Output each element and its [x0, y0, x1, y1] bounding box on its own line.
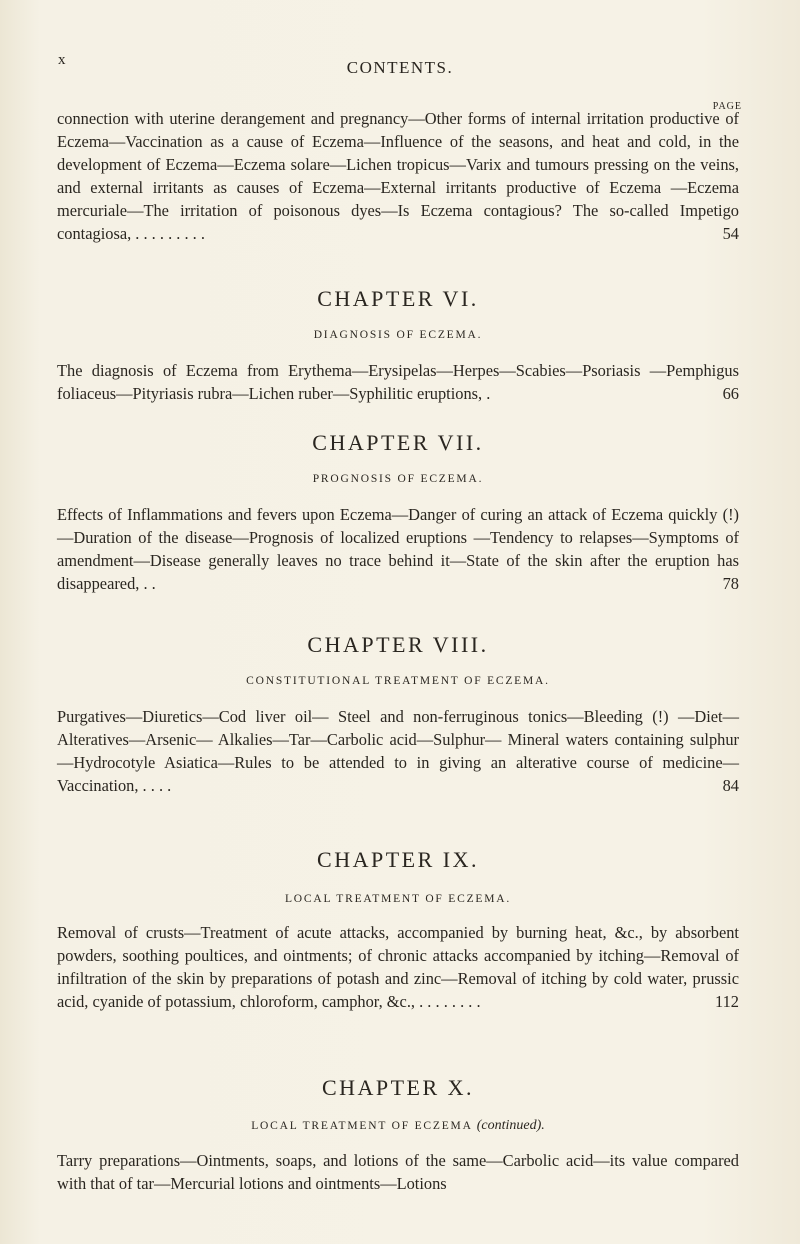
entry-page-number: 54 [722, 224, 739, 243]
chapter-subtitle [57, 1118, 739, 1134]
entry-description: connection with uterine derangement and pregnancy—Other forms of internal irritation productive of Eczema—Vaccination as a cause of Eczema—Influence of the seasons, and heat and cold, in the development of Eczema—Eczema solare—Lichen tropicus—Varix and tumours pressing on the veins, and external irritants as causes of Eczema—External irritants productive of Eczema —Eczema mercuriale—The irritation of poisonous dyes—Is Eczema contagious? The so-called Impetigo contagiosa, . . . . . . . . . [57, 109, 739, 243]
entry-page-number: 112 [715, 992, 739, 1011]
running-head: CONTENTS. [346, 58, 454, 77]
running-head-container [0, 58, 800, 78]
entry-text [57, 1149, 739, 1195]
chapter-ix-entry [57, 921, 739, 1013]
chapter-vii-entry [57, 503, 739, 595]
entry-description: Tarry preparations—Ointments, soaps, and lotions of the same—Carbolic acid—its value compared with that of tar—Mercurial lotions and ointments—Lotions [57, 1151, 739, 1193]
entry-description: Effects of Inflammations and fevers upon Eczema—Danger of curing an attack of Eczema quickly (!)—Duration of the disease—Prognosis of localized eruptions —Tendency to relapses—Symptoms of amendment—Disease generally leaves no trace behind it—State of the skin after the eruption has disappeared, . . [57, 505, 739, 593]
page-number: x [58, 52, 66, 68]
page-column-label: PAGE [712, 101, 742, 112]
chapter-viii-entry [57, 705, 739, 797]
chapter-vi [57, 286, 739, 312]
chapter-subtitle-note: (continued). [476, 1118, 545, 1133]
chapter-vii-subtitle-wrap [57, 473, 739, 485]
chapter-heading: CHAPTER VI. [317, 286, 479, 311]
chapter-viii [57, 632, 739, 658]
entry-text [57, 705, 739, 797]
entry-description: Purgatives—Diuretics—Cod liver oil— Steel and non-ferruginous tonics—Bleeding (!) —Diet— Alteratives—Arsenic— Alkalies—Tar—Carbolic acid—Sulphur— Mineral waters containing sulphur—Hydrocotyle Asiatica—Rules to be attended to in giving an alterative course of medicine—Vaccination, . . . . [57, 707, 739, 795]
chapter-viii-subtitle-wrap [57, 675, 739, 687]
chapter-ix-subtitle-wrap [57, 893, 739, 905]
chapter-subtitle-text: LOCAL TREATMENT OF ECZEMA [251, 1120, 473, 1132]
chapter-vi-subtitle-wrap [57, 329, 739, 341]
chapter-heading: CHAPTER X. [321, 1075, 475, 1100]
chapter-subtitle: LOCAL TREATMENT OF ECZEMA. [284, 893, 512, 905]
entry-text [57, 921, 739, 1013]
chapter-subtitle: DIAGNOSIS OF ECZEMA. [313, 329, 483, 341]
entry-description: Removal of crusts—Treatment of acute attacks, accompanied by burning heat, &c., by absorbent powders, soothing poultices, and ointments; of chronic attacks accompanied by itching—Removal of infiltration of the skin by preparations of potash and zinc—Removal of itching by cold water, prussic acid, cyanide of potassium, chloroform, camphor, &c., . . . . . . . . [57, 923, 739, 1011]
chapter-ix [57, 847, 739, 873]
chapter-vi-entry [57, 359, 739, 405]
chapter-x [57, 1075, 739, 1101]
entry-description: The diagnosis of Eczema from Erythema—Erysipelas—Herpes—Scabies—Psoriasis —Pemphigus foliaceus—Pityriasis rubra—Lichen ruber—Syphilitic eruptions, . [57, 361, 739, 403]
chapter-heading: CHAPTER IX. [317, 847, 479, 872]
chapter-heading: CHAPTER VII. [312, 430, 484, 455]
chapter-x-entry [57, 1149, 739, 1195]
chapter-x-subtitle-wrap [57, 1118, 739, 1134]
chapter-subtitle: PROGNOSIS OF ECZEMA. [312, 473, 484, 485]
intro-entry [57, 107, 739, 245]
chapter-subtitle: CONSTITUTIONAL TREATMENT OF ECZEMA. [246, 675, 550, 687]
entry-text [57, 503, 739, 595]
entry-page-number: 78 [722, 574, 739, 593]
entry-text [57, 359, 739, 405]
chapter-vii [57, 430, 739, 456]
entry-text [57, 107, 739, 245]
chapter-heading: CHAPTER VIII. [307, 632, 489, 657]
entry-page-number: 66 [722, 384, 739, 403]
entry-page-number: 84 [722, 776, 739, 795]
